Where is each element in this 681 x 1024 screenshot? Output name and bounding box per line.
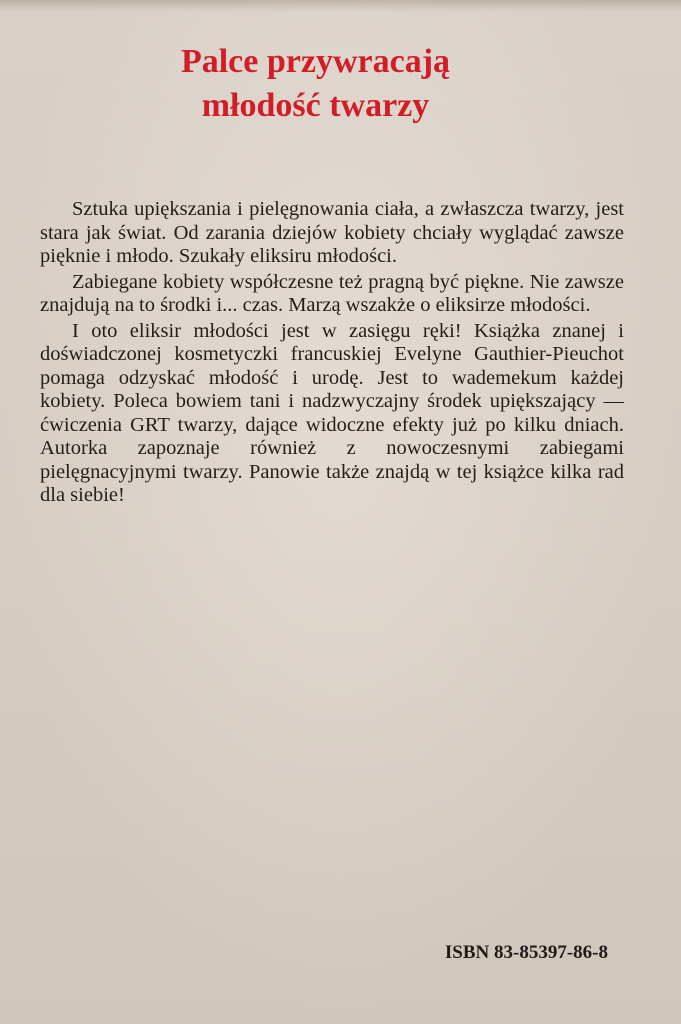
blurb-text — [40, 198, 624, 508]
cover-edge-shadow — [0, 0, 681, 12]
title-line-1: Palce przywracają — [180, 43, 451, 80]
blurb-paragraph-3: I oto eliksir młodości jest w zasięgu ręki! Książka znanej i doświadczonej kosmetyczki francuskiej Evelyne Gauthier-Pieuchot pomaga odzyskać młodość i urodę. Jest to wademekum każdej kobiety. Poleca bowiem tani i nadzwyczajny środek upiększający — ćwiczenia GRT twarzy, dające widoczne efekty już po kilku dniach. Autorka zapoznaje również z nowoczesnymi zabiegami pielęgnacyjnymi twarzy. Panowie także znajdą w tej książce kilka rad dla siebie! — [40, 319, 624, 506]
isbn-number: ISBN 83-85397-86-8 — [444, 942, 608, 963]
title-line-2: młodość twarzy — [201, 87, 430, 124]
cover-title — [0, 40, 631, 128]
blurb-paragraph-1: Sztuka upiększania i pielęgnowania ciała, a zwłaszcza twarzy, jest stara jak świat. Od zarania dziejów kobiety chciały wyglądać zawsze pięknie i młodo. Szukały eliksiru młodości. — [40, 198, 624, 267]
blurb-paragraph-2: Zabiegane kobiety współczesne też pragną być piękne. Nie zawsze znajdują na to środki i... czas. Marzą wszakże o eliksirze młodości. — [40, 270, 624, 316]
